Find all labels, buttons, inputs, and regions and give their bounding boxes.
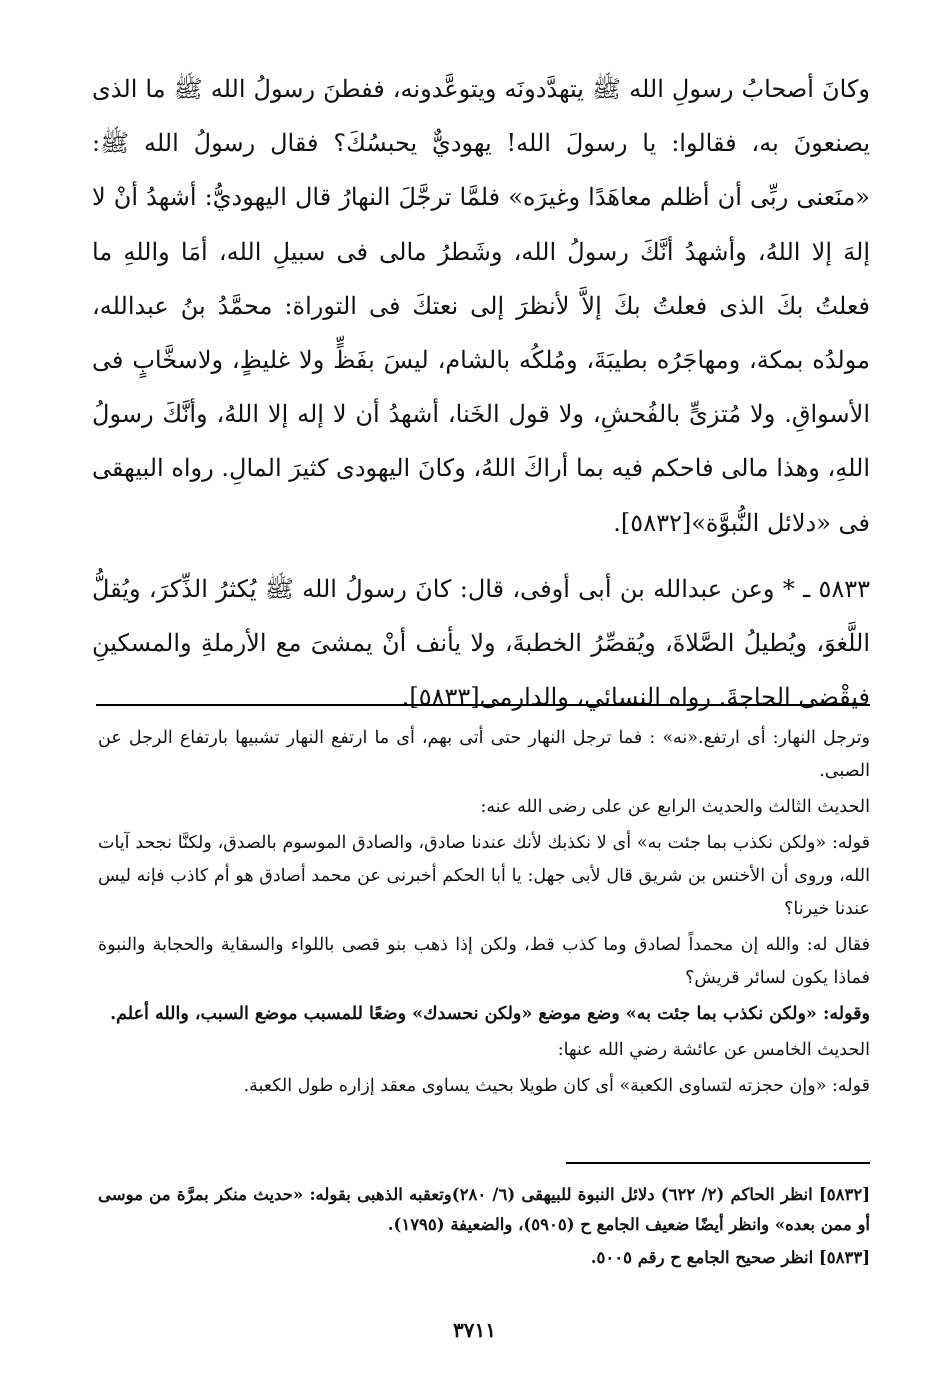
commentary-notes xyxy=(98,722,870,1106)
reference-5833: [٥٨٣٣] انظر صحيح الجامع ح رقم ٥٠٠٥. xyxy=(590,1248,870,1267)
hadith-5833-text: ٥٨٣٣ ـ * وعن عبدالله بن أبى أوفى، قال: كانَ رسولُ الله ﷺ يُكثرُ الذِّكرَ، ويُقلُّ اللَّغوَ، ويُطيلُ الصَّلاةَ، ويُقصِّرُ الخطبةَ، ولا يأنف أنْ يمشىَ مع الأرملةِ والمسكينِ فيقْضى الحاجةَ. رواه النسائي، والدارمى[٥٨٣٣]. xyxy=(92,574,870,712)
footnote-divider xyxy=(96,704,870,706)
reference-5832: [٥٨٣٢] انظر الحاكم (٢/ ٦٢٢) دلائل النبوة للبيهقى (٦/ ٢٨٠)وتعقبه الذهبى بقوله: «حديث منكر بمرَّة من موسى أو ممن بعده» وانظر أيضًا ضعيف الجامع ح (٥٩٠٥)، والضعيفة (١٧٩٥). xyxy=(98,1185,871,1234)
note-heading-third-fourth: الحديث الثالث والحديث الرابع عن على رضى الله عنه: xyxy=(480,797,870,817)
references xyxy=(98,1180,870,1276)
note-hujzatuh: قوله: «وإن حجزته لتساوى الكعبة» أى كان طويلا بحيث يساوى معقد إزاره طول الكعبة. xyxy=(243,1076,870,1096)
note-wa-qawluhu: وقوله: «ولكن نكذب بما جئت به» وضع موضع «ولكن نحسدك» وضعًا للمسبب موضع السبب، والله أعلم. xyxy=(110,1004,870,1024)
note-tarajjul: وترجل النهار: أى ارتفع.«نه» : فما ترجل النهار حتى أتى بهم، أى ما ارتفع النهار تشبيها بارتفاع الرجل عن الصبى. xyxy=(98,728,870,781)
note-qala-lahu: فقال له: والله إن محمداً لصادق وما كذب قط، ولكن إذا ذهب بنو قصى باللواء والسقاية والحجابة والنبوة فماذا يكون لسائر قريش؟ xyxy=(98,935,870,988)
main-text xyxy=(92,62,870,724)
note-nukadhdhib: قوله: «ولكن نكذب بما جئت به» أى لا نكذبك لأنك عندنا صادق، والصادق الموسوم بالصدق، ولكنَّا نجحد آيات الله، وروى أن الأخنس بن شريق قال لأبى جهل: يا أبا الحكم أخبرنى عن محمد أصادق هو أم كاذب فإنه ليس عندنا خيرنا؟ xyxy=(98,833,870,919)
note-heading-fifth: الحديث الخامس عن عائشة رضي الله عنها: xyxy=(557,1040,870,1060)
references-divider xyxy=(566,1162,870,1164)
hadith-5832-text: وكانَ أصحابُ رسولِ الله ﷺ يتهدَّدونَه ويتوعَّدونه، ففطنَ رسولُ الله ﷺ ما الذى يصنعونَ به، فقالوا: يا رسولَ الله! يهوديٌّ يحبسُكَ؟ فقال رسولُ الله ﷺ: «منَعنى ربِّى أن أظلم معاهَدًا وغيرَه» فلمَّا ترجَّلَ النهارُ قال اليهوديُّ: أشهدُ أنْ لا إلهَ إلا اللهُ، وأشهدُ أنَّكَ رسولُ الله، وشَطرُ مالى فى سبيلِ الله، أمَا واللهِ ما فعلتُ بكَ الذى فعلتُ بكَ إلاَّ لأنظرَ إلى نعتكَ فى التوراة: محمَّدُ بنُ عبدالله، مولدُه بمكة، ومهاجَرُه بطيبَةَ، ومُلكُه بالشام، ليسَ بفَظٍّ ولا غليظٍ، ولاسخَّابٍ فى الأسواقِ. ولا مُتزىٍّ بالفُحشِ، ولا قول الخَنا، أشهدُ أن لا إله إلا اللهُ، وأنَّكَ رسولُ اللهِ، وهذا مالى فاحكم فيه بما أراكَ اللهُ، وكانَ اليهودى كثيرَ المالِ. رواه البيهقى فى «دلائل النُّبوَّة»[٥٨٣٢]. xyxy=(92,75,871,537)
page-number: ٣٧١١ xyxy=(453,1318,496,1342)
